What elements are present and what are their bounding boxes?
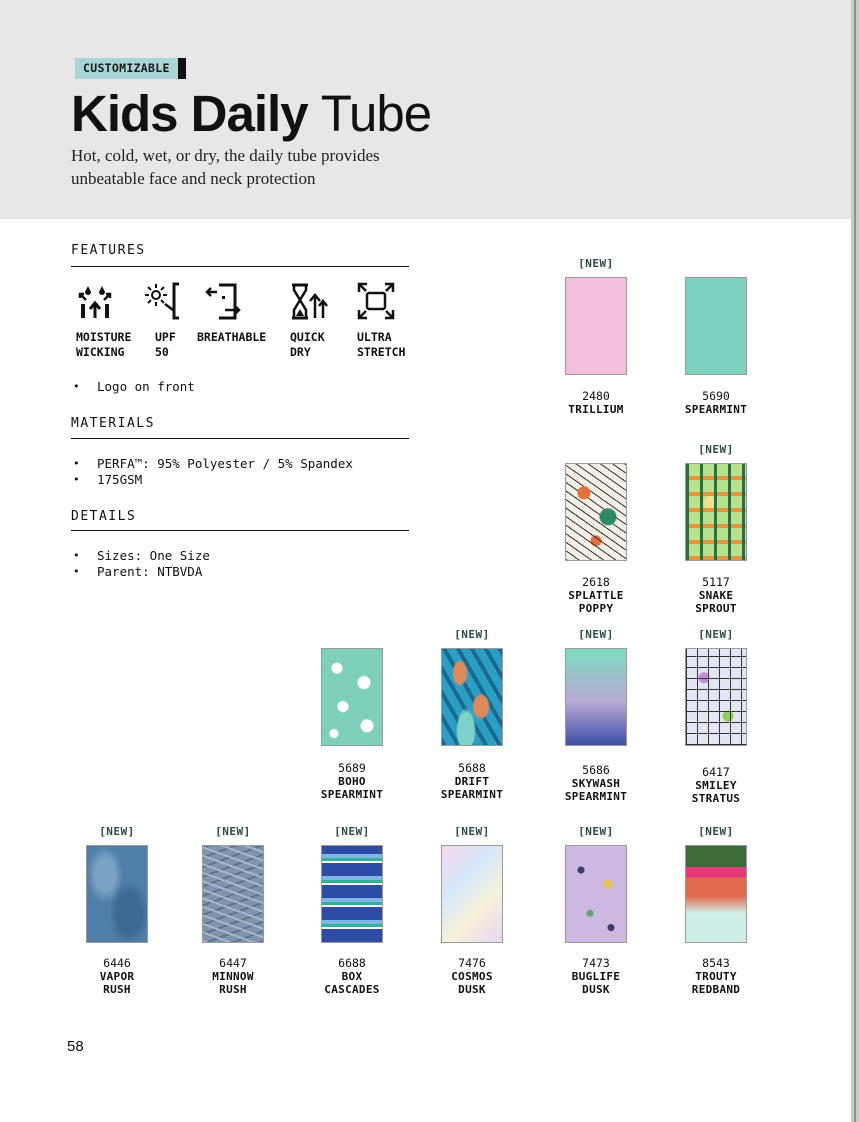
product-code: 2480 — [582, 389, 610, 403]
details-heading: DETAILS — [71, 509, 137, 524]
feature-quick-dry — [289, 282, 329, 322]
material-bullet: • 175GSM — [71, 472, 353, 488]
feature-label-upf — [155, 330, 176, 360]
new-tag: [NEW] — [215, 825, 251, 838]
quick-dry-icon — [289, 282, 329, 322]
feature-breathable — [205, 282, 245, 322]
title-light: Tube — [320, 85, 432, 142]
product-swatch — [441, 648, 503, 746]
page-title — [71, 84, 431, 144]
badge-label: CUSTOMIZABLE — [75, 58, 178, 79]
feature-moisture-wicking — [76, 282, 116, 322]
details-bullets — [71, 548, 210, 580]
product-swatch — [565, 463, 627, 561]
feature-label-line: 50 — [155, 345, 169, 359]
product-name: CASCADES — [324, 983, 380, 996]
ultra-stretch-icon — [357, 282, 397, 322]
product-name: TROUTY — [695, 970, 737, 983]
breathable-icon — [205, 282, 245, 322]
feature-label-ultra-stretch — [357, 330, 405, 360]
feature-label-line: UPF — [155, 330, 176, 344]
product-code: 6688 — [338, 956, 366, 970]
product-name: DUSK — [458, 983, 486, 996]
product-name: BOHO — [338, 775, 366, 788]
product-name: SPEARMINT — [440, 788, 504, 801]
feature-label-line: MOISTURE — [76, 330, 132, 344]
new-tag: [NEW] — [454, 628, 490, 641]
product-name: MINNOW — [212, 970, 254, 983]
badge-block — [178, 58, 186, 79]
features-heading: FEATURES — [71, 243, 146, 258]
detail-bullet: • Sizes: One Size — [71, 548, 210, 564]
product-swatch — [685, 463, 747, 561]
feature-label-quick-dry — [290, 330, 325, 360]
product-code: 5689 — [338, 761, 366, 775]
product-swatch — [202, 845, 264, 943]
page-subtitle — [71, 144, 491, 190]
feature-label-line: ULTRA — [357, 330, 392, 344]
product-code: 7476 — [458, 956, 486, 970]
product-name: SNAKE — [698, 589, 734, 602]
new-tag: [NEW] — [578, 257, 614, 270]
product-code: 8543 — [702, 956, 730, 970]
page-edge-bar — [851, 0, 859, 1122]
product-name: SPLATTLE — [568, 589, 624, 602]
product-swatch — [565, 277, 627, 375]
detail-bullet: • Parent: NTBVDA — [71, 564, 210, 580]
materials-heading: MATERIALS — [71, 416, 155, 431]
new-tag: [NEW] — [334, 825, 370, 838]
product-code: 5686 — [582, 763, 610, 777]
product-name: BOX — [341, 970, 363, 983]
product-swatch — [86, 845, 148, 943]
subtitle-line-1: Hot, cold, wet, or dry, the daily tube provides — [71, 146, 380, 165]
materials-rule — [71, 438, 409, 439]
product-name: REDBAND — [691, 983, 741, 996]
product-name: SPEARMINT — [564, 790, 628, 803]
product-code: 6417 — [702, 765, 730, 779]
customizable-badge — [75, 58, 186, 79]
product-swatch — [321, 845, 383, 943]
product-name: DRIFT — [454, 775, 490, 788]
new-tag: [NEW] — [454, 825, 490, 838]
product-name: RUSH — [219, 983, 247, 996]
upf-sun-icon — [143, 282, 183, 322]
product-name: POPPY — [578, 602, 614, 615]
new-tag: [NEW] — [698, 825, 734, 838]
product-code: 7473 — [582, 956, 610, 970]
product-name: SMILEY — [695, 779, 737, 792]
new-tag: [NEW] — [578, 825, 614, 838]
new-tag: [NEW] — [578, 628, 614, 641]
feature-label-moisture — [76, 330, 131, 360]
product-swatch — [565, 648, 627, 746]
product-swatch — [441, 845, 503, 943]
page-number: 58 — [67, 1038, 84, 1055]
product-swatch — [565, 845, 627, 943]
material-bullet: • PERFA™: 95% Polyester / 5% Spandex — [71, 456, 353, 472]
feature-bullet: • Logo on front — [71, 379, 195, 395]
product-name: DUSK — [582, 983, 610, 996]
product-name: RUSH — [103, 983, 131, 996]
product-name: SPEARMINT — [684, 403, 748, 416]
product-name: COSMOS — [451, 970, 493, 983]
title-bold: Kids Daily — [71, 85, 308, 142]
product-name: STRATUS — [691, 792, 741, 805]
product-name: TRILLIUM — [568, 403, 624, 416]
new-tag: [NEW] — [698, 628, 734, 641]
product-code: 5117 — [702, 575, 730, 589]
feature-ultra-stretch — [357, 282, 397, 322]
page-edge-line — [854, 0, 856, 1122]
product-code: 6447 — [219, 956, 247, 970]
product-name: SKYWASH — [571, 777, 621, 790]
product-name: SPEARMINT — [320, 788, 384, 801]
product-swatch — [321, 648, 383, 746]
feature-label-line: WICKING — [76, 345, 125, 359]
feature-label-line: BREATHABLE — [197, 330, 267, 344]
feature-label-line: QUICK — [290, 330, 325, 344]
product-code: 5690 — [702, 389, 730, 403]
feature-upf — [143, 282, 183, 322]
features-bullets — [71, 379, 195, 395]
details-rule — [71, 530, 409, 531]
product-code: 2618 — [582, 575, 610, 589]
subtitle-line-2: unbeatable face and neck protection — [71, 169, 316, 188]
product-swatch — [685, 648, 747, 746]
new-tag: [NEW] — [698, 443, 734, 456]
feature-label-breathable — [197, 330, 266, 345]
product-swatch — [685, 845, 747, 943]
product-swatch — [685, 277, 747, 375]
materials-bullets — [71, 456, 353, 488]
feature-label-line: STRETCH — [357, 345, 406, 359]
product-name: SPROUT — [695, 602, 737, 615]
product-name: BUGLIFE — [571, 970, 621, 983]
moisture-wicking-icon — [76, 282, 116, 322]
new-tag: [NEW] — [99, 825, 135, 838]
product-name: VAPOR — [99, 970, 135, 983]
features-rule — [71, 266, 409, 267]
product-code: 6446 — [103, 956, 131, 970]
product-code: 5688 — [458, 761, 486, 775]
feature-label-line: DRY — [290, 345, 311, 359]
